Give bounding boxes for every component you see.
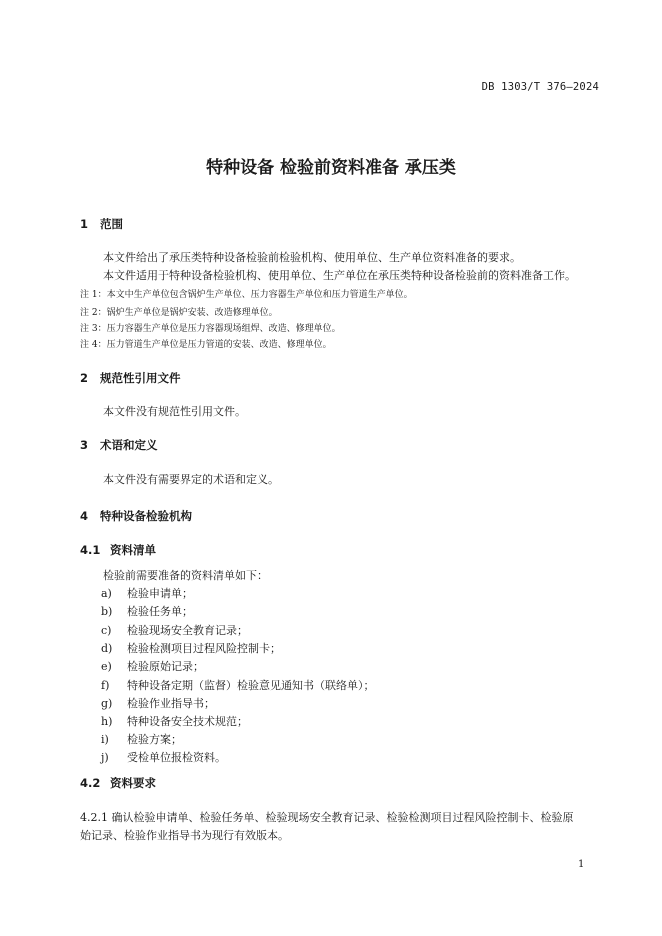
list-item bbox=[101, 713, 248, 729]
note: 注 3：压力容器生产单位是压力容器现场组焊、改造、修理单位。 bbox=[80, 324, 341, 334]
list-item bbox=[101, 640, 281, 656]
paragraph: 本文件没有需要界定的术语和定义。 bbox=[103, 473, 279, 486]
clause-text: 4.2.1 确认检验申请单、检验任务单、检验现场安全教育记录、检验检测项目过程风险控制卡、检验原 bbox=[80, 811, 574, 824]
paragraph: 检验前需要准备的资料清单如下： bbox=[103, 569, 268, 582]
paragraph: 本文件适用于特种设备检验机构、使用单位、生产单位在承压类特种设备检验前的资料准备工作。 bbox=[103, 269, 576, 282]
section-number: 4 bbox=[80, 509, 89, 523]
section-4-heading bbox=[80, 508, 192, 524]
list-text: 检验检测项目过程风险控制卡； bbox=[127, 642, 281, 655]
list-item bbox=[101, 677, 375, 693]
section-title: 范围 bbox=[100, 217, 123, 231]
document-code: DB 1303/T 376—2024 bbox=[481, 81, 599, 93]
paragraph: 本文件给出了承压类特种设备检验前检验机构、使用单位、生产单位资料准备的要求。 bbox=[103, 251, 521, 264]
section-number: 4.1 bbox=[80, 543, 101, 557]
list-item bbox=[101, 658, 204, 674]
list-marker: d) bbox=[101, 642, 113, 655]
list-item bbox=[101, 731, 182, 747]
list-marker: e) bbox=[101, 660, 112, 673]
list-marker: b) bbox=[101, 605, 113, 618]
paragraph: 本文件没有规范性引用文件。 bbox=[103, 405, 246, 418]
section-1-heading bbox=[80, 216, 123, 232]
subsection-4-2-heading bbox=[80, 775, 156, 791]
list-text: 检验原始记录； bbox=[127, 660, 204, 673]
list-marker: j) bbox=[101, 751, 109, 764]
list-marker: h) bbox=[101, 715, 113, 728]
list-text: 特种设备安全技术规范； bbox=[127, 715, 248, 728]
section-number: 3 bbox=[80, 438, 89, 452]
list-marker: g) bbox=[101, 697, 113, 710]
page-number: 1 bbox=[578, 859, 585, 870]
clause-text: 始记录、检验作业指导书为现行有效版本。 bbox=[80, 829, 289, 842]
note: 注 4：压力管道生产单位是压力管道的安装、改造、修理单位。 bbox=[80, 340, 332, 350]
list-text: 检验任务单； bbox=[127, 605, 193, 618]
section-2-heading bbox=[80, 370, 181, 386]
list-item bbox=[101, 585, 193, 601]
section-title: 特种设备检验机构 bbox=[100, 509, 192, 523]
document-title: 特种设备 检验前资料准备 承压类 bbox=[206, 158, 456, 178]
list-marker: f) bbox=[101, 679, 110, 692]
section-title: 资料要求 bbox=[110, 776, 156, 790]
section-title: 术语和定义 bbox=[100, 438, 158, 452]
note: 注 2：锅炉生产单位是锅炉安装、改造修理单位。 bbox=[80, 308, 278, 318]
section-title: 规范性引用文件 bbox=[100, 371, 181, 385]
list-marker: a) bbox=[101, 587, 112, 600]
list-text: 受检单位报检资料。 bbox=[127, 751, 226, 764]
subsection-4-1-heading bbox=[80, 542, 156, 558]
list-item bbox=[101, 622, 248, 638]
section-number: 2 bbox=[80, 371, 89, 385]
list-item bbox=[101, 603, 193, 619]
list-text: 检验申请单； bbox=[127, 587, 193, 600]
section-title: 资料清单 bbox=[110, 543, 156, 557]
list-item bbox=[101, 749, 226, 765]
list-text: 检验方案； bbox=[127, 733, 182, 746]
list-item bbox=[101, 695, 215, 711]
list-text: 检验现场安全教育记录； bbox=[127, 624, 248, 637]
list-text: 检验作业指导书； bbox=[127, 697, 215, 710]
section-3-heading bbox=[80, 437, 158, 453]
note: 注 1：本文中生产单位包含锅炉生产单位、压力容器生产单位和压力管道生产单位。 bbox=[80, 290, 413, 300]
section-number: 1 bbox=[80, 217, 89, 231]
list-marker: c) bbox=[101, 624, 112, 637]
section-number: 4.2 bbox=[80, 776, 101, 790]
list-text: 特种设备定期（监督）检验意见通知书（联络单）； bbox=[127, 679, 375, 692]
list-marker: i) bbox=[101, 733, 109, 746]
